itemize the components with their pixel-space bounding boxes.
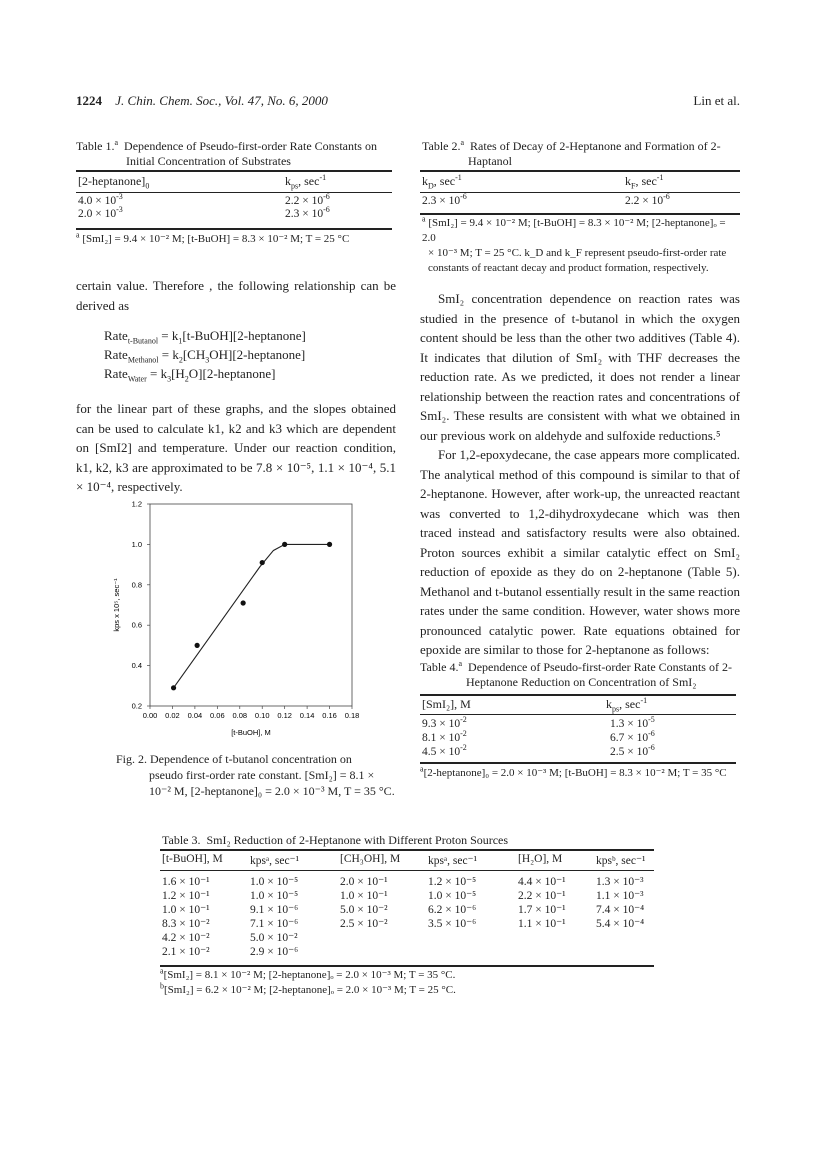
y-tick-label: 1.2 xyxy=(131,499,142,509)
table2-caption: Table 2.$^a$ Rates of Decay of 2-Heptanone and Formation of 2- Haptanol xyxy=(422,138,721,168)
table3-bottom-rule xyxy=(160,965,654,967)
y-tick-label: 1.0 xyxy=(131,539,142,549)
figure-2-caption: Fig. 2. Dependence of t-butanol concentration on pseudo first-order rate constant. [SmI₂] = 8.1 × 10⁻² M, [2-heptanone]₀ = 2.0 × 10⁻³ M, T = 35 °C. xyxy=(116,752,395,798)
table3-mid-rule xyxy=(160,870,654,871)
table4-header-2: $k_{ps}$, $\sec^{-1}$ xyxy=(606,696,648,714)
y-axis-label: kps x 10⁵, sec⁻¹ xyxy=(112,578,121,632)
table-cell: 2.9 × 10⁻⁶ xyxy=(250,946,299,958)
table4-caption: Table 4.$^a$ Dependence of Pseudo-first-order Rate Constants of 2- Heptanone Reduction on Concentration of SmI₂ xyxy=(420,659,732,689)
table-cell: $2.2 \times 10^{-6}$ xyxy=(285,192,330,207)
table-cell: $1.3 \times 10^{-5}$ xyxy=(610,715,655,730)
table4-col2 xyxy=(610,717,655,759)
page-number: 1224 xyxy=(76,93,102,108)
table-cell: 1.0 × 10⁻¹ xyxy=(340,890,388,902)
table-cell: 1.2 × 10⁻¹ xyxy=(162,890,210,902)
y-tick-label: 0.8 xyxy=(131,580,142,590)
x-tick-label: 0.10 xyxy=(254,711,270,720)
table-cell: $4.5 \times 10^{-2}$ xyxy=(422,743,467,758)
table3-header: kpsᵃ, sec⁻¹ xyxy=(428,855,478,867)
table3-footnotes xyxy=(160,968,456,998)
table4-footnote: $^a$[2-heptanone]₀ = 2.0 × 10⁻³ M; [t-BuOH] = 8.3 × 10⁻² M; T = 35 °C xyxy=(420,764,727,779)
data-point xyxy=(195,643,200,648)
table-cell: $2.5 \times 10^{-6}$ xyxy=(610,743,655,758)
table2-bottom-rule xyxy=(420,213,740,215)
table-cell: 1.7 × 10⁻¹ xyxy=(518,904,566,916)
x-tick-label: 0.16 xyxy=(322,711,337,720)
x-axis-label: [t-BuOH], M xyxy=(231,728,271,737)
table3-header: [t-BuOH], M xyxy=(162,853,223,865)
table-cell: 9.1 × 10⁻⁶ xyxy=(250,904,299,916)
table2-header-1: $k_D$, $\sec^{-1}$ xyxy=(422,173,462,191)
rate-equations xyxy=(104,326,306,383)
x-tick-label: 0.18 xyxy=(344,711,360,720)
table-cell: 5.4 × 10⁻⁴ xyxy=(596,918,645,930)
data-point xyxy=(241,600,246,605)
table4-bottom-rule xyxy=(420,762,736,764)
table2-footnote: $^a$ [SmI₂] = 9.4 × 10⁻² M; [t-BuOH] = 8.3 × 10⁻² M; [2-heptanone]ₒ = 2.0 × 10⁻³ M; T = 25 °C. k_D and k_F represent pseudo-first-order rate constants of reactant decay and product formation, respectively. xyxy=(422,214,727,274)
table-cell: 1.1 × 10⁻¹ xyxy=(518,918,566,930)
table-cell: 2.5 × 10⁻² xyxy=(340,918,388,930)
journal-citation: J. Chin. Chem. Soc., Vol. 47, No. 6, 2000 xyxy=(115,93,328,108)
table3-footnote-a: $^a$[SmI₂] = 8.1 × 10⁻² M; [2-heptanone]ₒ = 2.0 × 10⁻³ M; T = 35 °C. xyxy=(160,966,456,981)
table1-col1 xyxy=(78,192,123,221)
table3-header: kpsᵇ, sec⁻¹ xyxy=(596,855,646,867)
table1-caption: Table 1.$^a$ Dependence of Pseudo-first-order Rate Constants on Initial Concentration of Substrates xyxy=(76,139,396,169)
table2-label: Table 2. xyxy=(422,139,461,153)
x-tick-label: 0.08 xyxy=(232,711,248,720)
table1-label: Table 1. xyxy=(76,139,115,153)
x-tick-label: 0.12 xyxy=(277,711,292,720)
table-cell: $2.3 \times 10^{-6}$ xyxy=(422,192,467,207)
y-tick-label: 0.2 xyxy=(131,701,142,711)
table4-header-1: [SmI₂], M xyxy=(422,697,471,711)
table-cell: $4.0 \times 10^{-3}$ xyxy=(78,192,123,207)
data-point xyxy=(282,542,287,547)
table4-mid-rule xyxy=(420,714,736,715)
data-point xyxy=(327,542,332,547)
table-cell: 1.6 × 10⁻¹ xyxy=(162,876,210,888)
table-cell: 4.4 × 10⁻¹ xyxy=(518,876,566,888)
table3-header: [CH₃OH], M xyxy=(340,853,401,865)
table1-top-rule xyxy=(76,170,392,172)
table-cell: $2.0 \times 10^{-3}$ xyxy=(78,205,123,220)
running-header xyxy=(76,93,328,109)
table-cell: 2.1 × 10⁻² xyxy=(162,946,210,958)
table1-title: Dependence of Pseudo-first-order Rate Constants on xyxy=(124,139,377,153)
table1-title-2: Initial Concentration of Substrates xyxy=(126,154,291,168)
plot-frame xyxy=(150,504,352,706)
table-cell: 6.2 × 10⁻⁶ xyxy=(428,904,477,916)
table1-mid-rule xyxy=(76,192,392,193)
table2-mid-rule xyxy=(420,192,740,193)
author-header: Lin et al. xyxy=(693,93,740,108)
table-cell: 5.0 × 10⁻² xyxy=(250,932,298,944)
x-tick-label: 0.00 xyxy=(142,711,158,720)
table-cell: $6.7 \times 10^{-6}$ xyxy=(610,729,655,744)
equation-tbutanol: Rate$_{t-Butanol}$ = $k_1[t-BuOH][2-heptanone]$ xyxy=(104,328,306,346)
table-cell: $2.2 \times 10^{-6}$ xyxy=(625,192,670,207)
x-tick-label: 0.04 xyxy=(187,711,203,720)
x-tick-label: 0.14 xyxy=(299,711,315,720)
table-cell: $9.3 \times 10^{-2}$ xyxy=(422,715,467,730)
figure-2-chart xyxy=(96,490,376,737)
table-cell: 7.1 × 10⁻⁶ xyxy=(250,918,299,930)
x-tick-label: 0.02 xyxy=(165,711,180,720)
table1-bottom-rule xyxy=(76,228,392,230)
data-point xyxy=(260,560,265,565)
table2-header-2: $k_F$, $\sec^{-1}$ xyxy=(625,173,664,191)
y-tick-label: 0.4 xyxy=(131,661,142,671)
table3-footnote-b: $^b$[SmI₂] = 6.2 × 10⁻² M; [2-heptanone]ₒ = 2.0 × 10⁻³ M; T = 25 °C. xyxy=(160,981,456,996)
right-para-1: SmI₂ concentration dependence on reaction rates was studied in the presence of t-butanol in which the oxygen content should be less than the other two additives (Table 4). It indicates that dilution of SmI₂ with THF decreases the reduction rate. As we predicted, it does not render a linear relationship between the reaction rates and concentrations of SmI₂. These results are consistent with what we obtained in our previous work on aldehyde and sulfoxide reductions.⁵ xyxy=(420,291,740,443)
table-cell: 1.2 × 10⁻⁵ xyxy=(428,876,477,888)
table-cell: 7.4 × 10⁻⁴ xyxy=(596,904,645,916)
table-cell: 8.3 × 10⁻² xyxy=(162,918,210,930)
table-cell: $2.3 \times 10^{-6}$ xyxy=(285,205,330,220)
table-cell: $8.1 \times 10^{-2}$ xyxy=(422,729,467,744)
table4-col1 xyxy=(422,717,467,759)
table4-top-rule xyxy=(420,694,736,696)
table-cell: 3.5 × 10⁻⁶ xyxy=(428,918,477,930)
equation-methanol: Rate$_{Methanol}$ = $k_2[CH_3OH][2-heptanone]$ xyxy=(104,347,306,365)
table-cell: 1.0 × 10⁻⁵ xyxy=(428,890,477,902)
table-cell: 5.0 × 10⁻² xyxy=(340,904,388,916)
fit-line xyxy=(174,544,330,687)
y-tick-label: 0.6 xyxy=(131,620,142,630)
table-cell: 1.0 × 10⁻⁵ xyxy=(250,890,299,902)
table3-caption: Table 3. SmI₂ Reduction of 2-Heptanone with Different Proton Sources xyxy=(162,833,509,847)
table-cell: 1.3 × 10⁻³ xyxy=(596,876,644,888)
left-para-2: for the linear part of these graphs, and the slopes obtained can be used to calculate k1, k2 and k3 which are dependent on [SmI2] and temperature. Under our reaction condition, k1, k2, k3 are approximated to be 7.8 × 10⁻⁵, 1.1 × 10⁻⁴, 5.1 × 10⁻⁴, respectively. xyxy=(76,401,396,494)
table-cell: 2.2 × 10⁻¹ xyxy=(518,890,566,902)
table-cell: 2.0 × 10⁻¹ xyxy=(340,876,388,888)
table1-col2 xyxy=(285,192,330,221)
table1-footnote: $^a$ [SmI₂] = 9.4 × 10⁻² M; [t-BuOH] = 8.3 × 10⁻² M; T = 25 °C xyxy=(76,230,350,245)
table-cell: 1.1 × 10⁻³ xyxy=(596,890,644,902)
table1-header-2: $k_{ps}$, $\sec^{-1}$ xyxy=(285,173,327,191)
table-cell: 1.0 × 10⁻⁵ xyxy=(250,876,299,888)
right-text xyxy=(420,289,740,660)
left-para-1: certain value. Therefore , the following relationship can be derived as xyxy=(76,278,396,313)
table3-top-rule xyxy=(160,849,654,851)
table2-top-rule xyxy=(420,170,740,172)
table-cell: 1.0 × 10⁻¹ xyxy=(162,904,210,916)
table-cell: 4.2 × 10⁻² xyxy=(162,932,210,944)
equation-water: Rate$_{Water}$ = $k_3[H_2O][2-heptanone]$ xyxy=(104,366,276,384)
table3-header: kpsᵃ, sec⁻¹ xyxy=(250,855,300,867)
right-para-2: For 1,2-epoxydecane, the case appears more complicated. The analytical method of this compound is similar to that of 2-heptanone. However, after work-up, the unreacted reactant was converted to 1,2-dihydroxydecane which was then traced instead and satisfactory results were also obtained. Proton sources exhibit a similar catalytic effect on SmI₂ reduction of epoxide as they do on 2-heptanone (Table 5). Methanol and t-butanol essentially result in the same reaction rates under the same condition. However, water shows more pronounced catalytic power. Rate equations obtained for epoxide are similar to those for 2-heptanone as follows: xyxy=(420,447,740,657)
data-point xyxy=(171,685,176,690)
table3-header: [H₂O], M xyxy=(518,853,563,865)
table1-header-1: $[2-heptanone]_0$ xyxy=(78,174,150,191)
x-tick-label: 0.06 xyxy=(210,711,225,720)
